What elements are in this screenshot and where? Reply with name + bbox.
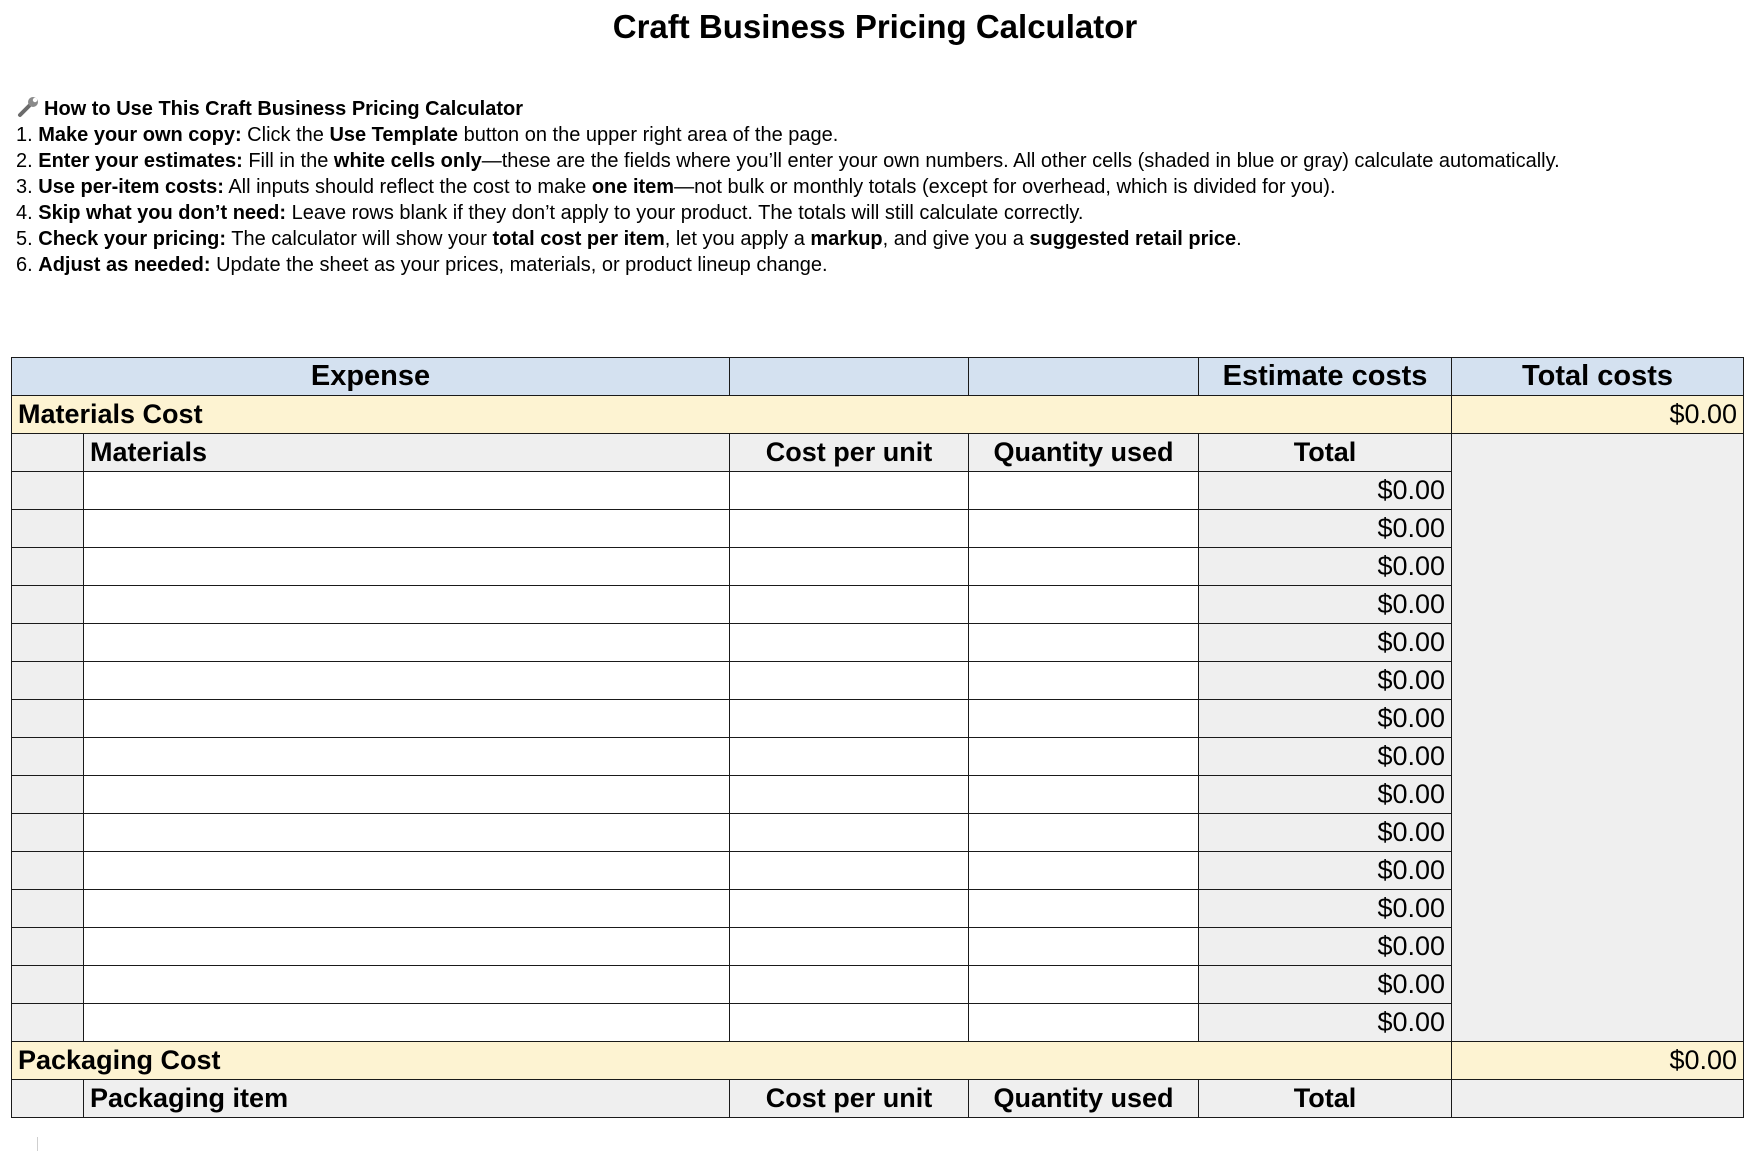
quantity-used-input[interactable] xyxy=(969,776,1199,814)
row-handle xyxy=(12,700,84,738)
packaging-section-total: $0.00 xyxy=(1452,1042,1744,1080)
header-expense: Expense xyxy=(12,358,730,396)
materials-section-total: $0.00 xyxy=(1452,396,1744,434)
row-handle xyxy=(12,624,84,662)
row-total: $0.00 xyxy=(1199,1004,1452,1042)
pricing-table xyxy=(11,357,1744,1118)
wrench-icon xyxy=(16,96,42,118)
quantity-used-input[interactable] xyxy=(969,548,1199,586)
quantity-used-input[interactable] xyxy=(969,624,1199,662)
cost-per-unit-input[interactable] xyxy=(730,700,969,738)
quantity-used-input[interactable] xyxy=(969,852,1199,890)
row-total: $0.00 xyxy=(1199,472,1452,510)
materials-section-row xyxy=(12,396,1744,434)
cost-per-unit-input[interactable] xyxy=(730,1004,969,1042)
material-name-input[interactable] xyxy=(84,700,730,738)
materials-col-total: Total xyxy=(1199,434,1452,472)
packaging-col-name: Packaging item xyxy=(84,1080,730,1118)
header-estimate-costs: Estimate costs xyxy=(1199,358,1452,396)
material-name-input[interactable] xyxy=(84,586,730,624)
cost-per-unit-input[interactable] xyxy=(730,662,969,700)
material-name-input[interactable] xyxy=(84,1004,730,1042)
quantity-used-input[interactable] xyxy=(969,510,1199,548)
materials-column-header-row xyxy=(12,434,1744,472)
cost-per-unit-input[interactable] xyxy=(730,966,969,1004)
header-col-2 xyxy=(730,358,969,396)
cost-per-unit-input[interactable] xyxy=(730,852,969,890)
instruction-step-6: 6. Adjust as needed: Update the sheet as your prices, materials, or product lineup change. xyxy=(16,254,828,276)
cost-per-unit-input[interactable] xyxy=(730,776,969,814)
materials-col-cost: Cost per unit xyxy=(730,434,969,472)
quantity-used-input[interactable] xyxy=(969,814,1199,852)
row-total: $0.00 xyxy=(1199,738,1452,776)
row-handle xyxy=(12,966,84,1004)
cost-per-unit-input[interactable] xyxy=(730,814,969,852)
quantity-used-input[interactable] xyxy=(969,928,1199,966)
quantity-used-input[interactable] xyxy=(969,738,1199,776)
cost-per-unit-input[interactable] xyxy=(730,586,969,624)
quantity-used-input[interactable] xyxy=(969,1004,1199,1042)
row-total: $0.00 xyxy=(1199,852,1452,890)
row-total: $0.00 xyxy=(1199,700,1452,738)
row-total: $0.00 xyxy=(1199,586,1452,624)
packaging-section-row xyxy=(12,1042,1744,1080)
row-total: $0.00 xyxy=(1199,624,1452,662)
row-handle xyxy=(12,738,84,776)
instruction-step-5: 5. Check your pricing: The calculator will show your total cost per item, let you apply a markup, and give you a suggested retail price. xyxy=(16,228,1242,250)
material-name-input[interactable] xyxy=(84,852,730,890)
row-total: $0.00 xyxy=(1199,814,1452,852)
material-name-input[interactable] xyxy=(84,662,730,700)
row-handle xyxy=(12,928,84,966)
material-name-input[interactable] xyxy=(84,814,730,852)
packaging-side-panel xyxy=(1452,1080,1744,1118)
material-name-input[interactable] xyxy=(84,738,730,776)
material-name-input[interactable] xyxy=(84,472,730,510)
row-handle xyxy=(12,1004,84,1042)
quantity-used-input[interactable] xyxy=(969,966,1199,1004)
material-name-input[interactable] xyxy=(84,624,730,662)
row-total: $0.00 xyxy=(1199,548,1452,586)
quantity-used-input[interactable] xyxy=(969,472,1199,510)
packaging-col-qty: Quantity used xyxy=(969,1080,1199,1118)
material-name-input[interactable] xyxy=(84,890,730,928)
packaging-column-header-row xyxy=(12,1080,1744,1118)
row-handle xyxy=(12,510,84,548)
row-total: $0.00 xyxy=(1199,776,1452,814)
row-handle xyxy=(12,890,84,928)
quantity-used-input[interactable] xyxy=(969,700,1199,738)
instruction-step-1: 1. Make your own copy: Click the Use Template button on the upper right area of the page. xyxy=(16,124,839,146)
row-handle xyxy=(12,776,84,814)
row-total: $0.00 xyxy=(1199,890,1452,928)
cost-per-unit-input[interactable] xyxy=(730,510,969,548)
instruction-step-4: 4. Skip what you don’t need: Leave rows blank if they don’t apply to your product. The totals will still calculate correctly. xyxy=(16,202,1084,224)
quantity-used-input[interactable] xyxy=(969,586,1199,624)
packaging-col-cost: Cost per unit xyxy=(730,1080,969,1118)
row-handle xyxy=(12,586,84,624)
material-name-input[interactable] xyxy=(84,966,730,1004)
row-handle xyxy=(12,472,84,510)
instructions-heading: How to Use This Craft Business Pricing Calculator xyxy=(16,96,1560,122)
row-handle xyxy=(12,1080,84,1118)
row-total: $0.00 xyxy=(1199,662,1452,700)
cost-per-unit-input[interactable] xyxy=(730,472,969,510)
row-handle xyxy=(12,662,84,700)
instruction-step-2: 2. Enter your estimates: Fill in the white cells only—these are the fields where you’ll enter your own numbers. All other cells (shaded in blue or gray) calculate automatically. xyxy=(16,150,1560,172)
materials-col-qty: Quantity used xyxy=(969,434,1199,472)
cost-per-unit-input[interactable] xyxy=(730,928,969,966)
header-total-costs: Total costs xyxy=(1452,358,1744,396)
material-name-input[interactable] xyxy=(84,510,730,548)
instructions-block xyxy=(16,96,1560,278)
row-handle xyxy=(12,434,84,472)
material-name-input[interactable] xyxy=(84,928,730,966)
packaging-section-label: Packaging Cost xyxy=(12,1042,1452,1080)
row-total: $0.00 xyxy=(1199,966,1452,1004)
scroll-edge xyxy=(0,1137,1750,1153)
row-handle xyxy=(12,852,84,890)
quantity-used-input[interactable] xyxy=(969,890,1199,928)
row-total: $0.00 xyxy=(1199,510,1452,548)
packaging-col-total: Total xyxy=(1199,1080,1452,1118)
cost-per-unit-input[interactable] xyxy=(730,890,969,928)
materials-col-name: Materials xyxy=(84,434,730,472)
row-handle xyxy=(12,814,84,852)
quantity-used-input[interactable] xyxy=(969,662,1199,700)
row-handle xyxy=(12,548,84,586)
page-title: Craft Business Pricing Calculator xyxy=(612,8,1138,45)
materials-side-panel xyxy=(1452,434,1744,1042)
instruction-step-3: 3. Use per-item costs: All inputs should reflect the cost to make one item—not bulk or monthly totals (except for overhead, which is divided for you). xyxy=(16,176,1336,198)
material-name-input[interactable] xyxy=(84,776,730,814)
cost-per-unit-input[interactable] xyxy=(730,548,969,586)
cost-per-unit-input[interactable] xyxy=(730,738,969,776)
header-row xyxy=(12,358,1744,396)
materials-section-label: Materials Cost xyxy=(12,396,1452,434)
cost-per-unit-input[interactable] xyxy=(730,624,969,662)
material-name-input[interactable] xyxy=(84,548,730,586)
row-total: $0.00 xyxy=(1199,928,1452,966)
header-col-3 xyxy=(969,358,1199,396)
